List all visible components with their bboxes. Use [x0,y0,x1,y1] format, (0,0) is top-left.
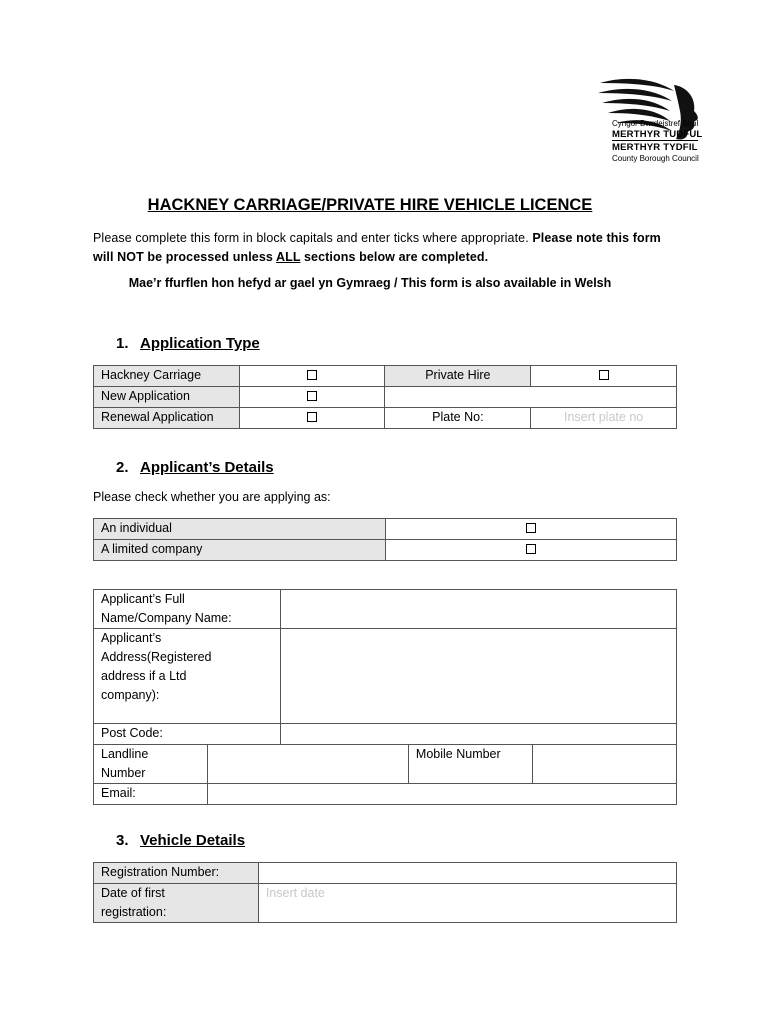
section-2-title: Applicant’s Details [140,459,274,476]
address-label [94,629,281,724]
section-2-heading [116,459,274,476]
new-application-checkbox[interactable] [307,391,317,401]
renewal-application-checkbox[interactable] [307,412,317,422]
section-2-number: 2. [116,459,129,476]
hackney-carriage-cell [239,366,385,387]
council-name-tydfil: MERTHYR TYDFIL [612,142,698,153]
intro-text [93,229,683,267]
full-name-label-line-1: Applicant’s Full [101,592,185,606]
vehicle-details-table [93,862,677,923]
intro-bold-b: sections below are completed. [300,250,489,264]
table-row [94,387,677,408]
council-name-tudful: MERTHYR TUDFUL [612,129,703,140]
private-hire-label: Private Hire [385,366,531,387]
individual-cell [385,519,676,540]
section-3-title: Vehicle Details [140,832,246,849]
council-name [612,118,702,164]
full-name-input[interactable] [280,590,676,629]
individual-label: An individual [94,519,386,540]
table-row [94,784,677,805]
table-row [94,884,677,923]
landline-input[interactable] [207,745,408,784]
full-name-label-line-2: Name/Company Name: [101,611,232,625]
address-label-line-1: Applicant’s [101,631,162,645]
section-3-heading [116,832,245,849]
new-application-cell [239,387,385,408]
first-registration-label-line-2: registration: [101,905,167,919]
registration-number-label: Registration Number: [94,863,259,884]
first-registration-date-input[interactable]: Insert date [258,884,676,923]
registration-number-input[interactable] [258,863,676,884]
applicant-type-note: Please check whether you are applying as: [93,490,331,504]
mobile-label: Mobile Number [408,745,532,784]
private-hire-cell [531,366,677,387]
address-label-line-2: Address(Registered [101,650,212,664]
landline-label [94,745,208,784]
postcode-input[interactable] [280,724,676,745]
hackney-carriage-checkbox[interactable] [307,370,317,380]
intro-bold-all: ALL [276,250,301,264]
renewal-application-cell [239,408,385,429]
section-1-heading [116,335,260,352]
postcode-label: Post Code: [94,724,281,745]
address-input[interactable] [280,629,676,724]
table-row [94,540,677,561]
table-row [94,366,677,387]
table-row [94,408,677,429]
intro-normal: Please complete this form in block capitals and enter ticks where appropriate. [93,231,533,245]
address-label-line-3: address if a Ltd [101,669,187,683]
table-row [94,724,677,745]
council-name-english-line: County Borough Council [612,154,699,163]
application-type-table [93,365,677,429]
private-hire-checkbox[interactable] [599,370,609,380]
logo-hair-stroke-1 [600,79,674,91]
limited-company-checkbox[interactable] [526,544,536,554]
table-row [94,590,677,629]
blank-cell [385,387,677,408]
landline-label-line-1: Landline [101,747,149,761]
first-registration-label [94,884,259,923]
council-name-welsh-line: Cyngor Bwrdeistref Sirol [612,119,699,128]
individual-checkbox[interactable] [526,523,536,533]
plate-no-label: Plate No: [385,408,531,429]
new-application-label: New Application [94,387,240,408]
table-row [94,745,677,784]
page-title: HACKNEY CARRIAGE/PRIVATE HIRE VEHICLE LICENCE [147,196,593,214]
limited-company-label: A limited company [94,540,386,561]
hackney-carriage-label: Hackney Carriage [94,366,240,387]
email-input[interactable] [207,784,676,805]
renewal-application-label: Renewal Application [94,408,240,429]
intro-bold-a: Please note this form will NOT be processed unless [93,231,661,264]
section-3-number: 3. [116,832,129,849]
address-label-line-4: company): [101,688,160,702]
welsh-availability-notice: Mae’r ffurflen hon hefyd ar gael yn Gymraeg / This form is also available in Welsh [128,276,612,290]
table-row [94,629,677,724]
section-1-title: Application Type [140,335,260,352]
landline-label-line-2: Number [101,766,146,780]
full-name-label [94,590,281,629]
mobile-input[interactable] [533,745,677,784]
limited-company-cell [385,540,676,561]
applicant-type-table [93,518,677,561]
section-1-number: 1. [116,335,129,352]
applicant-details-table [93,589,677,805]
table-row [94,863,677,884]
email-label: Email: [94,784,208,805]
table-row [94,519,677,540]
first-registration-label-line-1: Date of first [101,886,165,900]
plate-no-input[interactable]: Insert plate no [531,408,677,429]
